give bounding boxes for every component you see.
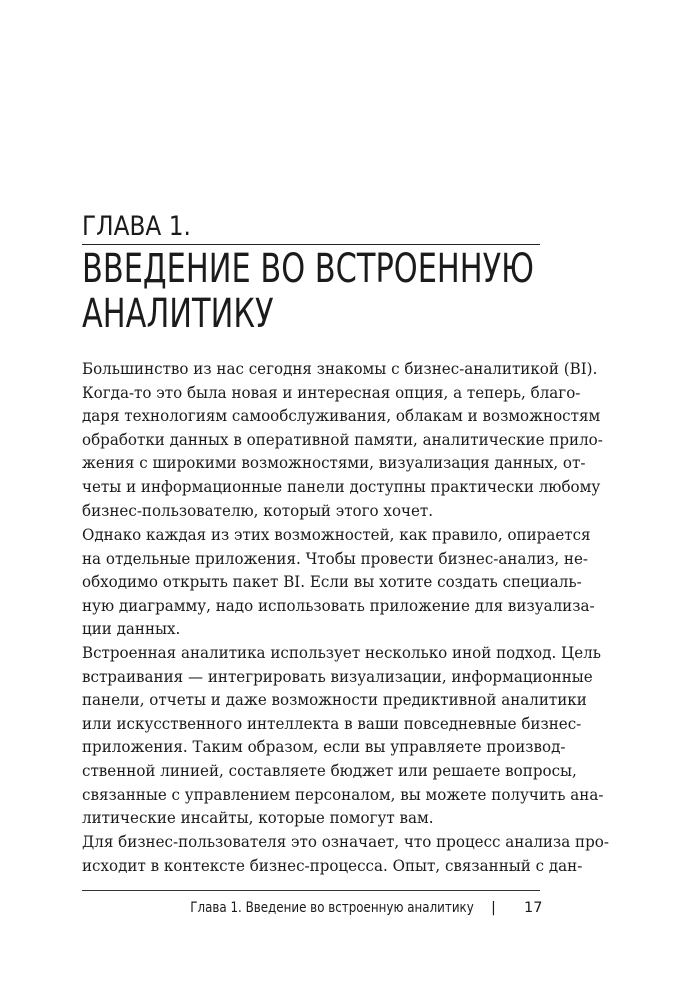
text-line: на отдельные приложения. Чтобы провести бизнес-анализ, не-: [82, 548, 589, 568]
text-line: ную диаграмму, надо использовать приложение для визуализа-: [82, 595, 595, 615]
text-line: четы и информационные панели доступны практически любому: [82, 476, 601, 496]
text-line: связанные с управлением персоналом, вы можете получить ана-: [82, 784, 604, 804]
text-line: литические инсайты, которые помогут вам.: [82, 808, 434, 828]
text-line: бизнес-пользователю, который этого хочет.: [82, 500, 434, 520]
text-line: обходимо открыть пакет BI. Если вы хотите создать специаль-: [82, 572, 582, 592]
chapter-title: [82, 247, 538, 337]
chapter-title-line: ВВЕДЕНИЕ ВО ВСТРОЕННУЮ: [82, 246, 534, 292]
paragraph-4: [82, 830, 609, 877]
text-line: обработки данных в оперативной памяти, аналитические прило-: [82, 429, 603, 449]
text-line: ции данных.: [82, 619, 181, 639]
text-line: Однако каждая из этих возможностей, как правило, опирается: [82, 525, 591, 544]
text-line: Когда-то это была новая и интересная опция, а теперь, благо-: [82, 382, 581, 402]
page-number: 17: [524, 900, 543, 916]
paragraph-3: [82, 641, 604, 830]
text-line: приложения. Таким образом, если вы управляете производ-: [82, 737, 566, 757]
text-line: даря технологиям самообслуживания, облакам и возможностям: [82, 406, 601, 426]
text-line: Для бизнес-пользователя это означает, что процесс анализа про-: [82, 832, 609, 851]
chapter-label: ГЛАВА 1.: [82, 211, 191, 242]
text-line: или искусственного интеллекта в ваши повседневные бизнес-: [82, 713, 582, 733]
footer-divider: [82, 890, 540, 891]
chapter-divider: [82, 244, 540, 245]
paragraph-2: [82, 523, 595, 641]
paragraph-1: [82, 357, 603, 522]
text-line: ственной линией, составляете бюджет или решаете вопросы,: [82, 760, 577, 780]
text-line: жения с широкими возможностями, визуализация данных, от-: [82, 453, 586, 473]
text-line: встраивания — интегрировать визуализации, информационные: [82, 666, 593, 686]
text-line: исходит в контексте бизнес-процесса. Опыт, связанный с дан-: [82, 855, 583, 875]
footer-separator: |: [491, 900, 496, 916]
text-line: Встроенная аналитика использует несколько иной подход. Цель: [82, 643, 601, 662]
text-line: панели, отчеты и даже возможности предиктивной аналитики: [82, 690, 587, 710]
chapter-title-line: АНАЛИТИКУ: [82, 291, 274, 337]
text-line: Большинство из нас сегодня знакомы с бизнес-аналитикой (BI).: [82, 359, 598, 378]
running-title: Глава 1. Введение во встроенную аналитику: [190, 900, 474, 916]
